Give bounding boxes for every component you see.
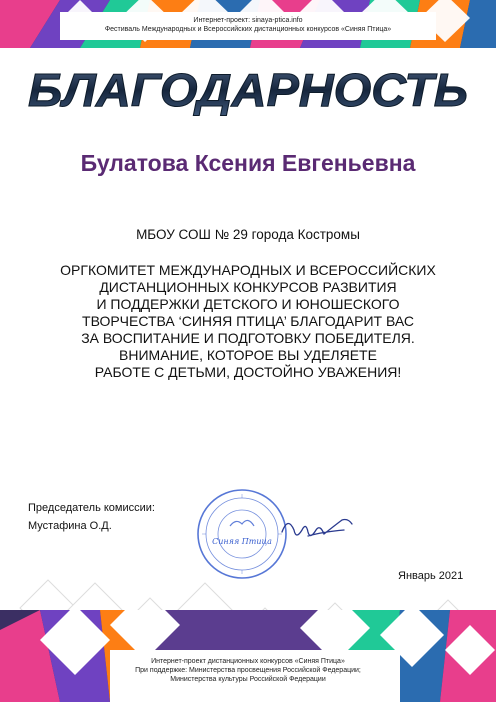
school-name: МБОУ СОШ № 29 города Костромы — [136, 227, 360, 242]
header-text — [0, 16, 496, 34]
header-line-2: Фестиваль Международных и Всероссийских дистанционных конкурсов «Синяя Птица» — [104, 26, 392, 33]
bottom-decorative-band — [0, 610, 496, 702]
recipient-name: Булатова Ксения Евгеньевна — [80, 150, 416, 176]
title-text: БЛАГОДАРНОСТЬ — [28, 64, 468, 116]
message-line: ДИСТАНЦИОННЫХ КОНКУРСОВ РАЗВИТИЯ — [99, 279, 397, 295]
message-line: ТВОРЧЕСТВА ‘СИНЯЯ ПТИЦА’ БЛАГОДАРИТ ВАС — [82, 313, 414, 329]
footer-line-1: Интернет-проект дистанционных конкурсов «Синяя Птица» — [151, 658, 345, 665]
message-line: РАБОТЕ С ДЕТЬМИ, ДОСТОЙНО УВАЖЕНИЯ! — [94, 364, 402, 380]
stamp-seal — [196, 488, 288, 580]
footer-line-3: Министерства культуры Российской Федерации — [170, 676, 326, 683]
signatory-name: Мустафина О.Д. — [28, 520, 112, 532]
title-banner — [0, 60, 496, 116]
stamp-text: Синяя Птица — [212, 537, 272, 546]
message-line: ВНИМАНИЕ, КОТОРОЕ ВЫ УДЕЛЯЕТЕ — [119, 347, 377, 363]
message-line: ОРГКОМИТЕТ МЕЖДУНАРОДНЫХ И ВСЕРОССИЙСКИХ — [60, 262, 436, 278]
footer-text — [0, 657, 496, 684]
signatory-label: Председатель комиссии: — [28, 502, 155, 514]
signature — [278, 510, 360, 548]
message-line: ЗА ВОСПИТАНИЕ И ПОДГОТОВКУ ПОБЕДИТЕЛЯ. — [81, 330, 415, 346]
header-line-1: Интернет-проект: sinaya-ptica.info — [193, 17, 303, 24]
document-date: Январь 2021 — [398, 570, 464, 582]
footer-line-2: При поддержке: Министерства просвещения Российской Федерации; — [135, 667, 361, 674]
message-line: И ПОДДЕРЖКИ ДЕТСКОГО И ЮНОШЕСКОГО — [96, 296, 400, 312]
message-block — [20, 262, 476, 381]
